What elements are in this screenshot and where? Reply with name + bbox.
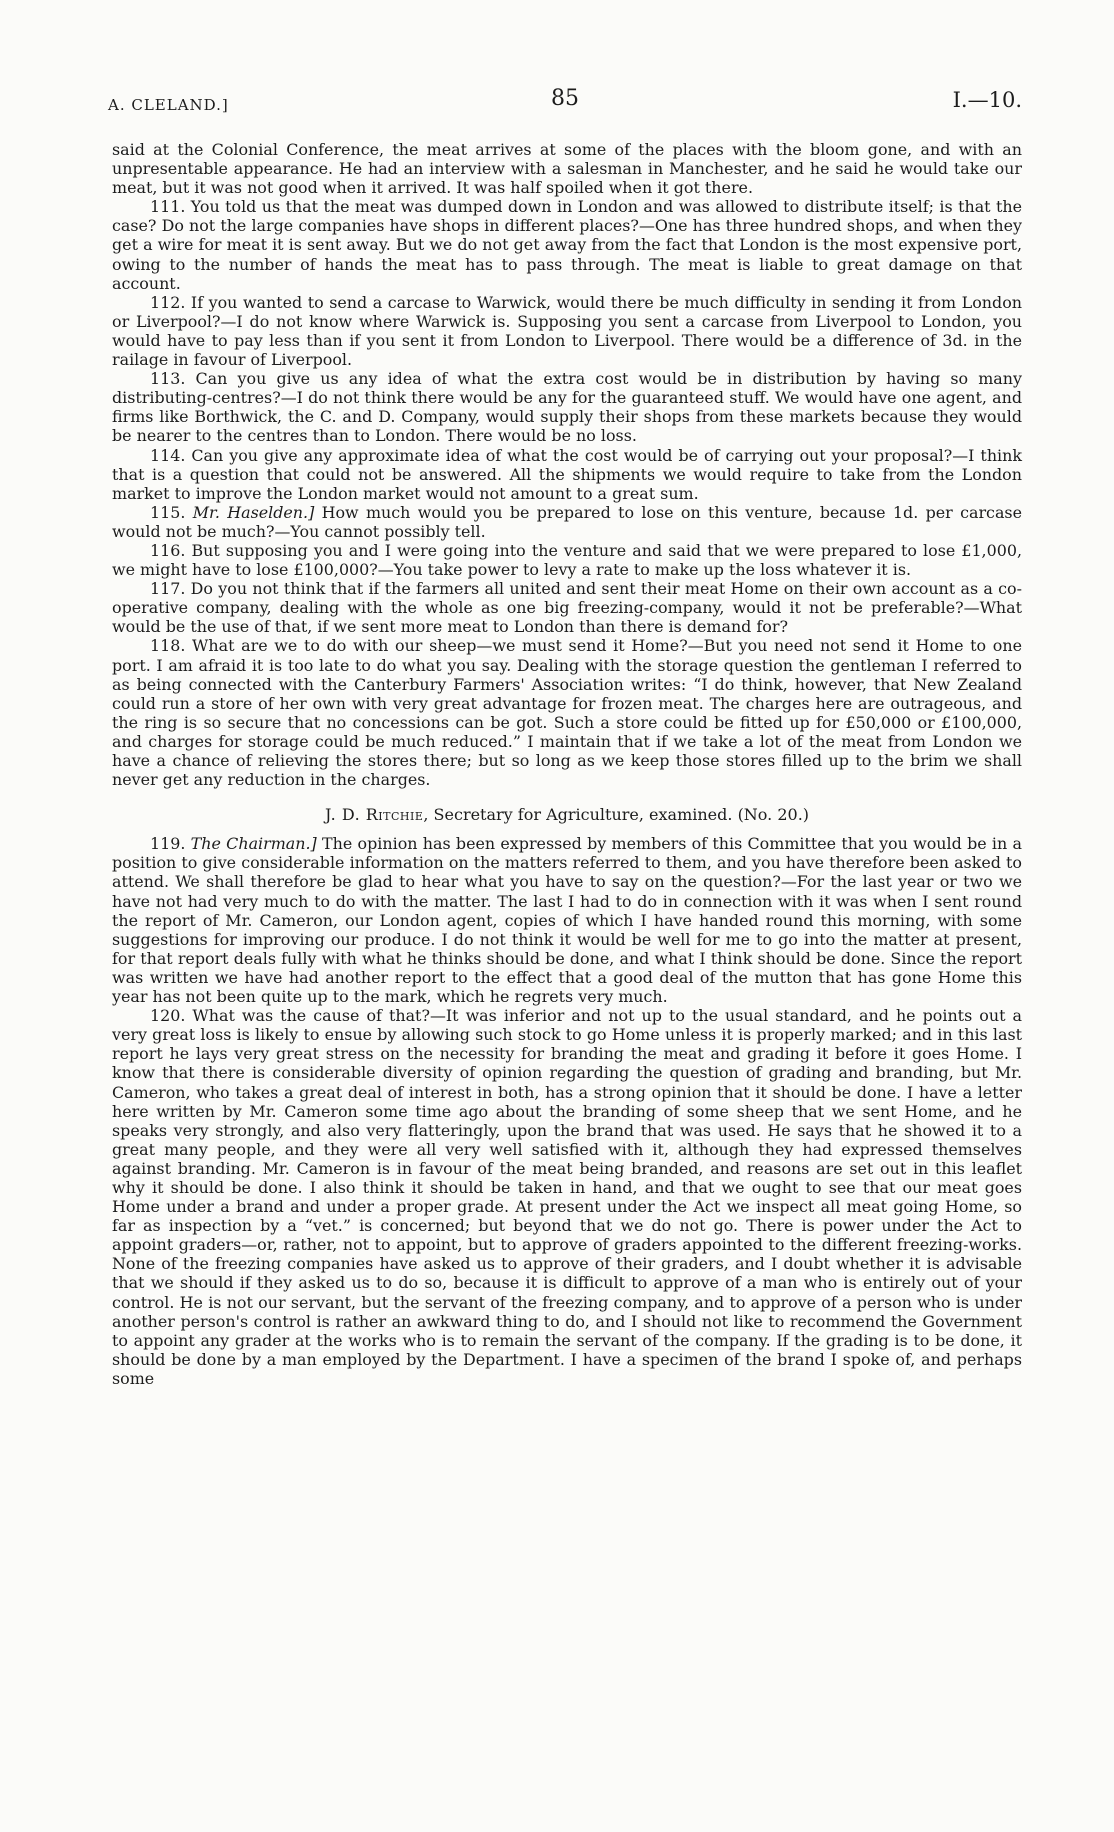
paragraph: said at the Colonial Conference, the meat arrives at some of the places with the bloom gone, and with an unpresentable appearance. He had an interview with a salesman in Manchester, and he said he would take our meat, but it was not good when it arrived. It was half spoiled when it got there. [112, 140, 1022, 198]
paragraph: 112. If you wanted to send a carcase to Warwick, would there be much difficulty in sending it from London or Liverpool?—I do not know where Warwick is. Supposing you sent a carcase from Liverpool to London, you would have to pay less than if you sent it from London to Liverpool. There would be a difference of 3d. in the railage in favour of Liverpool. [112, 292, 1022, 370]
paragraph: 113. Can you give us any idea of what the extra cost would be in distribution by having so many distributing-centres?—I do not think there would be any for the guaranteed stuff. We would have one agent, and firms like Borthwick, the C. and D. Company, would supply their shops from these markets because they would be nearer to the centres than to London. There would be no loss. [112, 369, 1022, 446]
witness-heading [112, 805, 1022, 824]
question-number: 119. [150, 834, 186, 854]
paragraph: 117. Do you not think that if the farmers all united and sent their meat Home on their own account as a co-operative company, dealing with the whole as one big freezing-company, would it not be preferable?—What would be the use of that, if we sent more meat to London than there is demand for? [112, 579, 1022, 637]
header-witness-name: A. CLELAND.] [108, 96, 229, 114]
page-header [108, 86, 1022, 126]
paragraph [112, 503, 1022, 541]
speaker-name: Mr. Haselden.] [192, 502, 315, 522]
witness-name: J. D. Ritchie [324, 805, 424, 825]
page-number: 85 [551, 86, 579, 111]
paragraph: 116. But supposing you and I were going into the venture and said that we were prepared to lose £1,000, we might have to lose £100,000?—You take power to levy a rate to make up the loss whatever it is. [112, 540, 1022, 580]
paragraph: 111. You told us that the meat was dumped down in London and was allowed to distribute itself; is that the case? Do not the large companies have shops in different places?—One has three hundred shops, and when they get a wire for meat it is sent away. But we do not get away from the fact that London is the most expensive port, owing to the number of hands the meat has to pass through. The meat is liable to great damage on that account. [112, 197, 1022, 293]
witness-title: , Secretary for Agriculture, examined. (No. 20.) [423, 805, 810, 825]
page-body [112, 140, 1022, 1388]
paragraph [112, 834, 1022, 1006]
paper-reference: I.—10. [952, 88, 1022, 112]
speaker-name: The Chairman.] [190, 834, 317, 854]
paragraph-text: The opinion has been expressed by members of this Committee that you would be in a position to give considerable information on the matters referred to them, and you have therefore been asked to attend. We shall therefore be glad to hear what you have to say on the question?—For the last year or two we have not had very much to do with the matter. The last I had to do in connection with it was when I sent round the report of Mr. Cameron, our London agent, copies of which I have handed round this morning, with some suggestions for improving our produce. I do not think it would be well for me to go into the matter at present, for that report deals fully with what he thinks should be done, and what I think should be done. Since the report was written we have had another report to the effect that a good deal of the mutton that has gone Home this year has not been quite up to the mark, which he regrets very much. [112, 834, 1022, 1007]
paragraph: 114. Can you give any approximate idea of what the cost would be of carrying out your proposal?—I think that is a question that could not be answered. All the shipments we would require to take from the London market to improve the London market would not amount to a great sum. [112, 445, 1022, 503]
paragraph: 120. What was the cause of that?—It was inferior and not up to the usual standard, and he points out a very great loss is likely to ensue by allowing such stock to go Home unless it is properly marked; and in this last report he lays very great stress on the necessity for branding the meat and grading it before it goes Home. I know that there is considerable diversity of opinion regarding the question of grading and branding, but Mr. Cameron, who takes a great deal of interest in both, has a strong opinion that it should be done. I have a letter here written by Mr. Cameron some time ago about the branding of some sheep that we sent Home, and he speaks very strongly, and also very flatteringly, upon the brand that was used. He says that he showed it to a great many people, and they were all very well satisfied with it, although they had expressed themselves against branding. Mr. Cameron is in favour of the meat being branded, and reasons are set out in this leaflet why it should be done. I also think it should be taken in hand, and that we ought to see that our meat goes Home under a brand and under a proper grade. At present under the Act we inspect all meat going Home, so far as inspection by a “vet.” is concerned; but beyond that we do not go. There is power under the Act to appoint graders—or, rather, not to appoint, but to approve of graders appointed to the different freezing-works. None of the freezing companies have asked us to approve of their graders, and I doubt whether it is advisable that we should if they asked us to do so, because it is difficult to approve of a man who is entirely out of your control. He is not our servant, but the servant of the freezing company, and to approve of a person who is under another person's control is rather an awkward thing to do, and I should not like to recommend the Government to appoint any grader at the works who is to remain the servant of the company. If the grading is to be done, it should be done by a man employed by the Department. I have a specimen of the brand I spoke of, and perhaps some [112, 1006, 1022, 1388]
question-number: 115. [150, 502, 186, 522]
paragraph: 118. What are we to do with our sheep—we must send it Home?—But you need not send it Home to one port. I am afraid it is too late to do what you say. Dealing with the storage question the gentleman I referred to as being connected with the Canterbury Farmers' Association writes: “I do think, however, that New Zealand could run a store of her own with very great advantage for frozen meat. The charges here are outrageous, and the ring is so secure that no concessions can be got. Such a store could be fitted up for £50,000 or £100,000, and charges for storage could be much reduced.” I maintain that if we take a lot of the meat from London we have a chance of relieving the stores there; but so long as we keep those stores filled up to the brim we shall never get any reduction in the charges. [112, 636, 1022, 790]
paragraph-text: How much would you be prepared to lose on this venture, because 1d. per carcase would not be much?—You cannot possibly tell. [112, 502, 1022, 541]
